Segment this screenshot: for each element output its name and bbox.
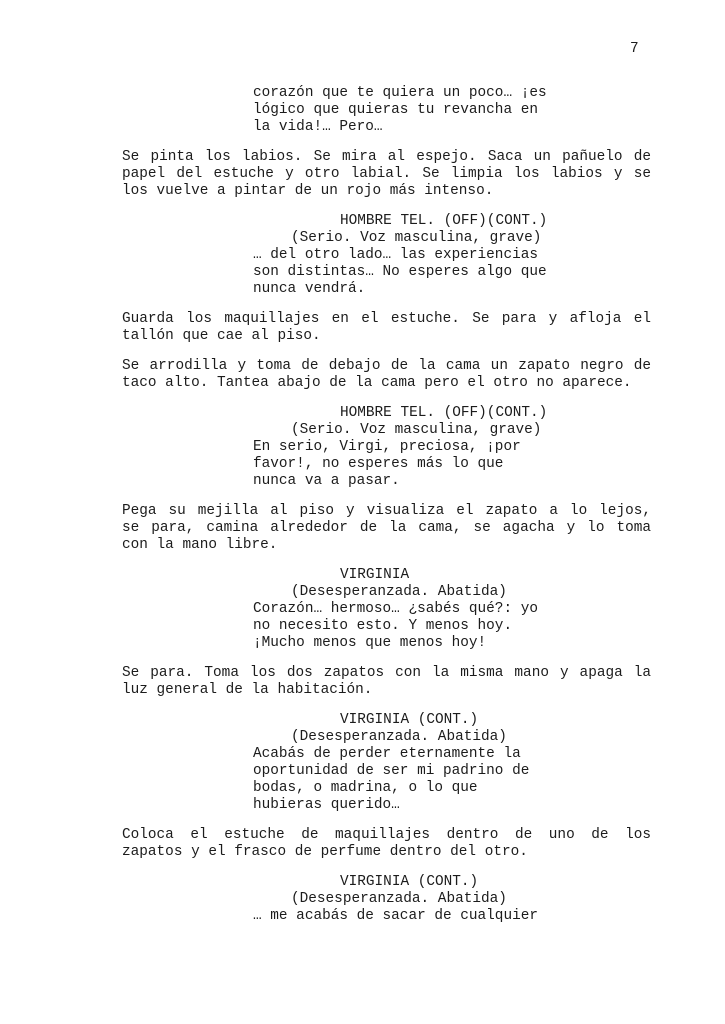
action-line: tallón que cae al piso.	[122, 328, 321, 344]
action-block	[122, 149, 651, 200]
dialogue-line: hubieras querido…	[253, 797, 400, 813]
action-line: se para, camina alrededor de la cama, se agacha y lo toma	[122, 520, 651, 536]
dialogue-line: bodas, o madrina, o lo que	[253, 780, 478, 796]
action-block	[122, 311, 651, 345]
dialogue-line: lógico que quieras tu revancha en	[253, 102, 538, 118]
parenthetical: (Desesperanzada. Abatida)	[291, 584, 507, 600]
action-block	[122, 827, 651, 861]
action-line: Coloca el estuche de maquillajes dentro de uno de los	[122, 827, 651, 843]
dialogue-line: son distintas… No esperes algo que	[253, 264, 547, 280]
action-line: Pega su mejilla al piso y visualiza el zapato a lo lejos,	[122, 503, 651, 519]
parenthetical: (Serio. Voz masculina, grave)	[291, 422, 542, 438]
speech-block	[0, 405, 725, 490]
action-line: luz general de la habitación.	[122, 682, 373, 698]
parenthetical: (Desesperanzada. Abatida)	[291, 891, 507, 907]
speech-block	[0, 712, 725, 814]
character-name: VIRGINIA (CONT.)	[340, 712, 479, 728]
action-line: Guarda los maquillajes en el estuche. Se para y afloja el	[122, 311, 651, 327]
speech-block	[0, 213, 725, 298]
character-name: HOMBRE TEL. (OFF)(CONT.)	[340, 213, 548, 229]
dialogue-line: En serio, Virgi, preciosa, ¡por	[253, 439, 521, 455]
action-block	[122, 503, 651, 554]
dialogue-line: corazón que te quiera un poco… ¡es	[253, 85, 547, 101]
parenthetical: (Desesperanzada. Abatida)	[291, 729, 507, 745]
dialogue-line: nunca vendrá.	[253, 281, 366, 297]
dialogue-line: Acabás de perder eternamente la	[253, 746, 521, 762]
action-line: con la mano libre.	[122, 537, 278, 553]
action-block	[122, 358, 651, 392]
character-name: VIRGINIA (CONT.)	[340, 874, 479, 890]
action-line: zapatos y el frasco de perfume dentro del otro.	[122, 844, 528, 860]
page-number: 7	[630, 41, 639, 57]
dialogue-line: ¡Mucho menos que menos hoy!	[253, 635, 487, 651]
character-name: VIRGINIA	[340, 567, 410, 583]
dialogue-line: … me acabás de sacar de cualquier	[253, 908, 538, 924]
action-line: papel del estuche y otro labial. Se limpia los labios y se	[122, 166, 651, 182]
action-line: Se para. Toma los dos zapatos con la misma mano y apaga la	[122, 665, 651, 681]
dialogue-line: Corazón… hermoso… ¿sabés qué?: yo	[253, 601, 538, 617]
dialogue-line: favor!, no esperes más lo que	[253, 456, 504, 472]
speech-block	[0, 567, 725, 652]
dialogue-block	[0, 85, 725, 136]
parenthetical: (Serio. Voz masculina, grave)	[291, 230, 542, 246]
dialogue-line: la vida!… Pero…	[253, 119, 383, 135]
action-block	[122, 665, 651, 699]
action-line: Se arrodilla y toma de debajo de la cama un zapato negro de	[122, 358, 651, 374]
speech-block	[0, 874, 725, 925]
dialogue-line: no necesito esto. Y menos hoy.	[253, 618, 513, 634]
dialogue-line: … del otro lado… las experiencias	[253, 247, 538, 263]
dialogue-line: nunca va a pasar.	[253, 473, 400, 489]
character-name: HOMBRE TEL. (OFF)(CONT.)	[340, 405, 548, 421]
action-line: taco alto. Tantea abajo de la cama pero el otro no aparece.	[122, 375, 632, 391]
dialogue-line: oportunidad de ser mi padrino de	[253, 763, 530, 779]
action-line: Se pinta los labios. Se mira al espejo. Saca un pañuelo de	[122, 149, 651, 165]
action-line: los vuelve a pintar de un rojo más intenso.	[122, 183, 494, 199]
